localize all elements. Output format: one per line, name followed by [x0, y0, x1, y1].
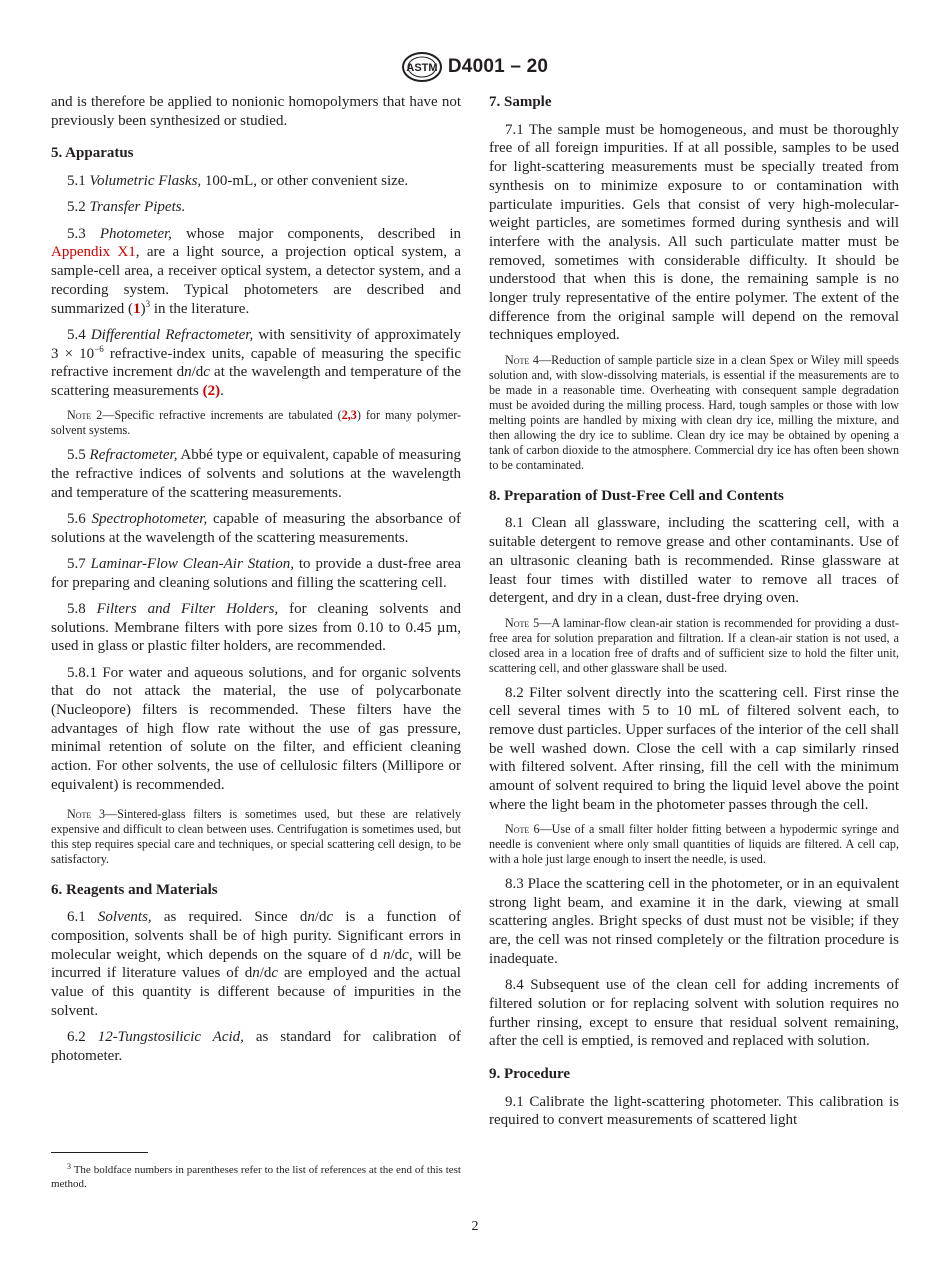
- right-column: [489, 93, 899, 1138]
- note-5: Note 5—A laminar-flow clean-air station is recommended for providing a dust-free area for solution preparation and filtration. If a clean-air station is not used, a closed area in a location free of drafts and of sufficient size to hold the filter unit, scattering cell, and other glassware shall be used.: [489, 615, 899, 675]
- section-8-title: 8. Preparation of Dust-Free Cell and Contents: [489, 487, 784, 504]
- page-number: 2: [471, 1219, 479, 1234]
- para-6-1: 6.1 Solvents, as required. Since dn/dc is a function of composition, solvents shall be of high purity. Significant errors in molecular weight, which depends on the square of d n/dc, will be incurred if literature values of dn/dc are employed and the actual value of this quantity is different because of impurities in the solvent.: [51, 909, 462, 1019]
- para-5-1: 5.1 Volumetric Flasks, 100-mL, or other convenient size.: [67, 173, 409, 190]
- para-5-5: 5.5 Refractometer, Abbé type or equivalent, capable of measuring the refractive indices of solvents and solutions at the wavelength and temperature of the scattering measurements.: [51, 447, 461, 501]
- para-5-8: 5.8 Filters and Filter Holders, for cleaning solvents and solutions. Membrane filters with pore sizes from 0.10 to 0.45 µm, used in glass or plastic filter holders, are recommended.: [51, 600, 461, 655]
- footnote-divider: [51, 1152, 148, 1153]
- para-5-8-1: 5.8.1 For water and aqueous solutions, and for organic solvents that do not attack the material, the use of polycarbonate (Nucleopore) filters is recommended. These filters have the advantages of high flow rate without the use of gas pressure, minimal retention of solute on the filter, and efficient cleaning action. For other solvents, the use of cellulosic filters (Millipore or equivalent) is recommended.: [51, 664, 461, 793]
- para-5-6: 5.6 Spectrophotometer, capable of measuring the absorbance of solutions at the wavelength of the scattering measurements.: [51, 510, 462, 546]
- section-7-title: 7. Sample: [489, 94, 552, 110]
- note-6: Note 6—Use of a small filter holder fitting between a hypodermic syringe and needle is convenient where only small quantities of liquids are filtered. A cell cap, with a hole just large enough to insert the needle, is used.: [489, 822, 900, 867]
- reference-2-link[interactable]: (2): [202, 382, 221, 399]
- note-4: Note 4—Reduction of sample particle size in a clean Spex or Wiley mill speeds solution and, with slow-dissolving materials, is essential if the measurements are to be made in a reasonable time. Overheating with consequent sample degradation must be avoided during the milling process. Hard, tough samples or those with low melting points are handled by mixing with clean dry ice, milling the mixture, and then allowing the dry ice to sublime. Clean dry ice may be obtained by opening a tank of carbon dioxide to the atmosphere. Commercial dry ice has often been shown to be contaminated.: [489, 352, 899, 472]
- reference-2-3-link[interactable]: 2,3: [341, 408, 357, 423]
- para-7-1: 7.1 The sample must be homogeneous, and must be thoroughly free of all foreign impurities. If at all possible, samples to be used for light-scattering measurements must be specially treated from synthesis on to minimize exposure to or contamination with particulate impurities. Gels that consist of very high-molecular-weight particles, are sometimes formed during synthesis and will interfere with the analysis. All such particulate matter must be removed, sometimes with considerable difficulty. It should be understood that when this is done, the remaining sample is no longer truly representative of the entire polymer. The extent of the difference from the original sample will depend on the removal techniques employed.: [489, 121, 899, 344]
- para-8-3: 8.3 Place the scattering cell in the photometer, or in an equivalent strong light beam, and examine it in the dark, viewing at small scattering angles. Bright specks of dust must not be visible; if they are, the cell was not rinsed completely or the filtration procedure is inadequate.: [489, 876, 899, 967]
- para-5-7: 5.7 Laminar-Flow Clean-Air Station, to provide a dust-free area for preparing and cleaning solutions and filling the scattering cell.: [51, 555, 461, 591]
- para-9-1: 9.1 Calibrate the light-scattering photometer. This calibration is required to convert measurements of scattered light: [489, 1093, 899, 1129]
- document-designation: D4001 – 20: [447, 56, 549, 77]
- footnote-3: $^3$ The boldface numbers in parentheses refer to the list of references at the end of this test method.: [51, 1162, 461, 1190]
- para-8-2: 8.2 Filter solvent directly into the scattering cell. First rinse the cell several times with 5 to 10 mL of filtered solvent each, to remove dust particles. Upper surfaces of the interior of the cell shall be well washed down. Close the cell with a cap similarly rinsed with filtered solvent. After rinsing, fill the cell with the minimum amount of solvent required to bring the liquid level above the point where the light beam in the photometer passes through the cell.: [489, 684, 899, 813]
- para-5-3: 5.3 Photometer, whose major components, described in Appendix X1, are a light source, a projection optical system, a sample-cell area, a receiver optical system, a detector system, and a recording system. Typical photometers are described and summarized $(1)^3$ in the literature.: [51, 225, 461, 317]
- para-5-4: 5.4 Differential Refractometer, with sensitivity of approximately $3 \times 10^{-6}$ refractive-index units, capable of measuring the specific refractive increment dn/dc at the wavelength and temperature of the scattering measurements (2).: [51, 326, 462, 399]
- section-5-title: 5. Apparatus: [51, 145, 134, 162]
- para-5-2: 5.2 Transfer Pipets.: [67, 199, 186, 216]
- page-header: [0, 52, 950, 82]
- astm-logo-text: ASTM: [406, 62, 438, 74]
- intro-paragraph: and is therefore be applied to nonionic homopolymers that have not previously been synthesized or studied.: [51, 94, 461, 129]
- footnote-3-marker[interactable]: 3: [145, 298, 151, 309]
- section-9-title: 9. Procedure: [489, 1065, 571, 1082]
- left-column: [51, 93, 461, 1073]
- para-8-4: 8.4 Subsequent use of the clean cell for adding increments of filtered solution or for replacing solvent with solution requires no further rinsing, except to ensure that residual solvent remaining, after the cell is emptied, is removed and replaced with solution.: [489, 977, 899, 1050]
- note-2: Note 2—Specific refractive increments are tabulated (2,3) for many polymer-solvent systems.: [51, 408, 462, 438]
- para-6-2: 6.2 12-Tungstosilicic Acid, as standard for calibration of photometer.: [51, 1029, 462, 1064]
- note-3: Note 3—Sintered-glass filters is sometimes used, but these are relatively expensive and difficult to clean between uses. Centrifugation is sometimes used, but this step requires special care and techniques, or special scattering cell design, to be satisfactory.: [51, 806, 461, 866]
- para-8-1: 8.1 Clean all glassware, including the scattering cell, with a suitable detergent to remove grease and other contaminants. Use of an ultrasonic cleaning bath is recommended. Rinse glassware at least four times with distilled water to remove all traces of detergent, and dry in a clean, dust-free drying oven.: [489, 515, 899, 607]
- appendix-x1-link[interactable]: Appendix X1: [51, 244, 136, 261]
- astm-logo-icon: [402, 52, 442, 82]
- reference-1-link[interactable]: 1: [133, 300, 141, 317]
- section-6-title: 6. Reagents and Materials: [51, 881, 218, 898]
